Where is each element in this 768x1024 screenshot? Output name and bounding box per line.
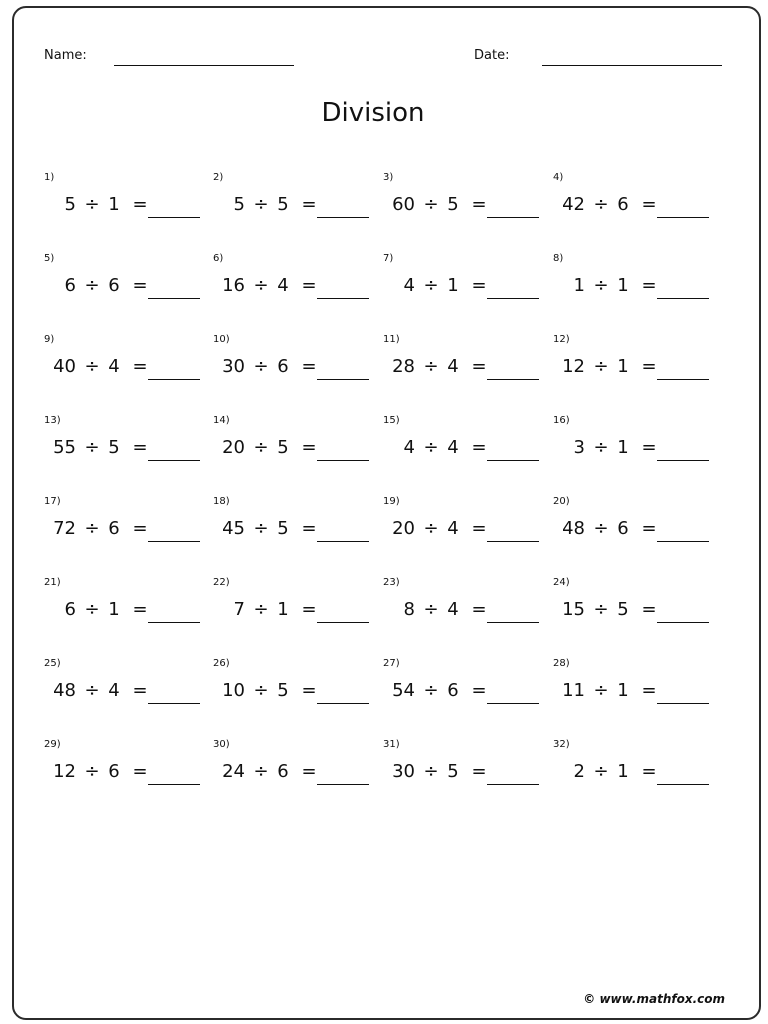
- equals-sign: =: [471, 599, 487, 620]
- dividend: 15: [562, 599, 585, 620]
- dividend: 55: [53, 437, 76, 458]
- dividend: 4: [403, 275, 415, 296]
- problem-number: 23): [383, 577, 400, 588]
- answer-blank[interactable]: [317, 784, 369, 785]
- problem-item: [44, 415, 214, 475]
- problem-number: 10): [213, 334, 230, 345]
- dividend: 28: [392, 356, 415, 377]
- divisor: 4: [277, 275, 289, 296]
- divisor: 5: [617, 599, 629, 620]
- problem-item: [383, 253, 553, 313]
- divisor: 1: [108, 599, 120, 620]
- division-sign: ÷: [84, 680, 100, 701]
- equals-sign: =: [301, 599, 317, 620]
- dividend: 6: [64, 599, 76, 620]
- division-sign: ÷: [253, 518, 269, 539]
- divisor: 5: [277, 518, 289, 539]
- problem-number: 15): [383, 415, 400, 426]
- divisor: 5: [447, 761, 459, 782]
- answer-blank[interactable]: [487, 622, 539, 623]
- divisor: 4: [447, 599, 459, 620]
- division-sign: ÷: [253, 761, 269, 782]
- equals-sign: =: [132, 356, 148, 377]
- divisor: 5: [108, 437, 120, 458]
- equals-sign: =: [641, 194, 657, 215]
- answer-blank[interactable]: [487, 217, 539, 218]
- equals-sign: =: [471, 437, 487, 458]
- problem-item: [383, 739, 553, 799]
- answer-blank[interactable]: [657, 460, 709, 461]
- division-sign: ÷: [593, 599, 609, 620]
- divisor: 4: [447, 437, 459, 458]
- answer-blank[interactable]: [148, 298, 200, 299]
- problem-number: 29): [44, 739, 61, 750]
- page-title: Division: [321, 98, 425, 128]
- division-sign: ÷: [593, 275, 609, 296]
- division-sign: ÷: [84, 761, 100, 782]
- answer-blank[interactable]: [317, 622, 369, 623]
- divisor: 1: [447, 275, 459, 296]
- answer-blank[interactable]: [657, 379, 709, 380]
- equals-sign: =: [132, 194, 148, 215]
- divisor: 6: [108, 518, 120, 539]
- equals-sign: =: [132, 275, 148, 296]
- division-sign: ÷: [423, 194, 439, 215]
- answer-blank[interactable]: [657, 217, 709, 218]
- division-sign: ÷: [423, 761, 439, 782]
- problem-item: [383, 415, 553, 475]
- answer-blank[interactable]: [657, 784, 709, 785]
- problem-number: 20): [553, 496, 570, 507]
- dividend: 4: [403, 437, 415, 458]
- division-sign: ÷: [423, 599, 439, 620]
- equals-sign: =: [301, 761, 317, 782]
- dividend: 5: [64, 194, 76, 215]
- dividend: 3: [573, 437, 585, 458]
- equals-sign: =: [641, 680, 657, 701]
- dividend: 2: [573, 761, 585, 782]
- equals-sign: =: [641, 437, 657, 458]
- dividend: 60: [392, 194, 415, 215]
- divisor: 5: [277, 194, 289, 215]
- division-sign: ÷: [253, 275, 269, 296]
- divisor: 5: [447, 194, 459, 215]
- problem-number: 18): [213, 496, 230, 507]
- problem-number: 5): [44, 253, 55, 264]
- answer-blank[interactable]: [487, 541, 539, 542]
- equals-sign: =: [301, 194, 317, 215]
- problem-number: 9): [44, 334, 55, 345]
- division-sign: ÷: [593, 680, 609, 701]
- problem-item: [383, 577, 553, 637]
- answer-blank[interactable]: [657, 298, 709, 299]
- division-sign: ÷: [423, 275, 439, 296]
- answer-blank[interactable]: [148, 622, 200, 623]
- dividend: 45: [222, 518, 245, 539]
- division-sign: ÷: [84, 437, 100, 458]
- dividend: 40: [53, 356, 76, 377]
- equals-sign: =: [641, 761, 657, 782]
- equals-sign: =: [471, 680, 487, 701]
- equals-sign: =: [471, 518, 487, 539]
- problem-item: [553, 496, 723, 556]
- division-sign: ÷: [84, 356, 100, 377]
- equals-sign: =: [641, 518, 657, 539]
- problem-item: [553, 739, 723, 799]
- problem-item: [213, 658, 383, 718]
- answer-blank[interactable]: [148, 379, 200, 380]
- division-sign: ÷: [253, 680, 269, 701]
- divisor: 1: [617, 761, 629, 782]
- name-label: Name:: [44, 48, 87, 63]
- dividend: 1: [573, 275, 585, 296]
- problem-number: 25): [44, 658, 61, 669]
- problem-item: [383, 658, 553, 718]
- division-sign: ÷: [84, 275, 100, 296]
- problem-item: [213, 415, 383, 475]
- problem-item: [383, 172, 553, 232]
- date-line: [542, 65, 722, 66]
- division-sign: ÷: [253, 194, 269, 215]
- divisor: 5: [277, 437, 289, 458]
- problem-item: [44, 739, 214, 799]
- date-label: Date:: [474, 48, 510, 63]
- divisor: 4: [447, 356, 459, 377]
- equals-sign: =: [132, 680, 148, 701]
- dividend: 12: [562, 356, 585, 377]
- equals-sign: =: [301, 680, 317, 701]
- problem-item: [553, 253, 723, 313]
- division-sign: ÷: [253, 356, 269, 377]
- dividend: 72: [53, 518, 76, 539]
- division-sign: ÷: [593, 437, 609, 458]
- problem-item: [213, 577, 383, 637]
- divisor: 6: [277, 761, 289, 782]
- division-sign: ÷: [423, 356, 439, 377]
- problem-item: [213, 496, 383, 556]
- answer-blank[interactable]: [487, 460, 539, 461]
- dividend: 11: [562, 680, 585, 701]
- dividend: 20: [392, 518, 415, 539]
- problem-item: [553, 415, 723, 475]
- answer-blank[interactable]: [148, 703, 200, 704]
- problem-item: [553, 658, 723, 718]
- problem-item: [553, 172, 723, 232]
- equals-sign: =: [471, 194, 487, 215]
- problem-item: [383, 496, 553, 556]
- dividend: 30: [392, 761, 415, 782]
- answer-blank[interactable]: [657, 703, 709, 704]
- problem-item: [213, 172, 383, 232]
- dividend: 48: [562, 518, 585, 539]
- divisor: 1: [617, 437, 629, 458]
- equals-sign: =: [301, 518, 317, 539]
- divisor: 1: [277, 599, 289, 620]
- division-sign: ÷: [423, 437, 439, 458]
- division-sign: ÷: [593, 518, 609, 539]
- answer-blank[interactable]: [487, 784, 539, 785]
- equals-sign: =: [132, 761, 148, 782]
- division-sign: ÷: [84, 194, 100, 215]
- division-sign: ÷: [423, 518, 439, 539]
- equals-sign: =: [132, 518, 148, 539]
- dividend: 6: [64, 275, 76, 296]
- problem-item: [213, 739, 383, 799]
- dividend: 5: [233, 194, 245, 215]
- dividend: 16: [222, 275, 245, 296]
- answer-blank[interactable]: [487, 703, 539, 704]
- problem-number: 28): [553, 658, 570, 669]
- problem-item: [553, 334, 723, 394]
- answer-blank[interactable]: [487, 379, 539, 380]
- division-sign: ÷: [253, 437, 269, 458]
- answer-blank[interactable]: [317, 460, 369, 461]
- problem-item: [44, 658, 214, 718]
- equals-sign: =: [471, 275, 487, 296]
- problem-number: 6): [213, 253, 224, 264]
- problem-number: 16): [553, 415, 570, 426]
- answer-blank[interactable]: [487, 298, 539, 299]
- worksheet: [12, 6, 761, 1020]
- problem-item: [44, 577, 214, 637]
- answer-blank[interactable]: [317, 541, 369, 542]
- equals-sign: =: [301, 437, 317, 458]
- problem-number: 2): [213, 172, 224, 183]
- dividend: 8: [403, 599, 415, 620]
- equals-sign: =: [132, 437, 148, 458]
- dividend: 42: [562, 194, 585, 215]
- problem-item: [44, 496, 214, 556]
- divisor: 6: [447, 680, 459, 701]
- answer-blank[interactable]: [148, 217, 200, 218]
- answer-blank[interactable]: [148, 784, 200, 785]
- equals-sign: =: [471, 761, 487, 782]
- problem-number: 12): [553, 334, 570, 345]
- problem-number: 4): [553, 172, 564, 183]
- divisor: 1: [617, 356, 629, 377]
- problem-item: [553, 577, 723, 637]
- problem-number: 17): [44, 496, 61, 507]
- problem-item: [44, 253, 214, 313]
- equals-sign: =: [641, 356, 657, 377]
- problem-number: 26): [213, 658, 230, 669]
- answer-blank[interactable]: [317, 298, 369, 299]
- equals-sign: =: [132, 599, 148, 620]
- problem-item: [213, 334, 383, 394]
- answer-blank[interactable]: [317, 379, 369, 380]
- dividend: 30: [222, 356, 245, 377]
- equals-sign: =: [471, 356, 487, 377]
- division-sign: ÷: [593, 356, 609, 377]
- dividend: 24: [222, 761, 245, 782]
- equals-sign: =: [641, 275, 657, 296]
- problem-number: 32): [553, 739, 570, 750]
- problem-item: [213, 253, 383, 313]
- divisor: 4: [447, 518, 459, 539]
- problem-number: 14): [213, 415, 230, 426]
- problem-number: 8): [553, 253, 564, 264]
- equals-sign: =: [301, 275, 317, 296]
- problem-item: [44, 334, 214, 394]
- equals-sign: =: [641, 599, 657, 620]
- problem-number: 1): [44, 172, 55, 183]
- copyright-footer: © www.mathfox.com: [583, 992, 725, 1006]
- answer-blank[interactable]: [148, 541, 200, 542]
- problem-number: 24): [553, 577, 570, 588]
- problem-number: 7): [383, 253, 394, 264]
- dividend: 10: [222, 680, 245, 701]
- divisor: 6: [617, 518, 629, 539]
- dividend: 7: [233, 599, 245, 620]
- problem-number: 21): [44, 577, 61, 588]
- dividend: 48: [53, 680, 76, 701]
- divisor: 6: [277, 356, 289, 377]
- divisor: 6: [108, 275, 120, 296]
- answer-blank[interactable]: [657, 541, 709, 542]
- divisor: 6: [617, 194, 629, 215]
- divisor: 1: [617, 680, 629, 701]
- division-sign: ÷: [84, 599, 100, 620]
- answer-blank[interactable]: [317, 703, 369, 704]
- answer-blank[interactable]: [657, 622, 709, 623]
- divisor: 4: [108, 356, 120, 377]
- division-sign: ÷: [253, 599, 269, 620]
- dividend: 54: [392, 680, 415, 701]
- division-sign: ÷: [593, 761, 609, 782]
- divisor: 6: [108, 761, 120, 782]
- problem-number: 19): [383, 496, 400, 507]
- problem-number: 31): [383, 739, 400, 750]
- divisor: 1: [108, 194, 120, 215]
- problem-number: 27): [383, 658, 400, 669]
- division-sign: ÷: [423, 680, 439, 701]
- problem-number: 13): [44, 415, 61, 426]
- problem-number: 3): [383, 172, 394, 183]
- divisor: 5: [277, 680, 289, 701]
- division-sign: ÷: [593, 194, 609, 215]
- answer-blank[interactable]: [148, 460, 200, 461]
- equals-sign: =: [301, 356, 317, 377]
- answer-blank[interactable]: [317, 217, 369, 218]
- problem-number: 11): [383, 334, 400, 345]
- dividend: 12: [53, 761, 76, 782]
- problem-item: [383, 334, 553, 394]
- name-line: [114, 65, 294, 66]
- problem-item: [44, 172, 214, 232]
- problem-number: 22): [213, 577, 230, 588]
- divisor: 4: [108, 680, 120, 701]
- division-sign: ÷: [84, 518, 100, 539]
- dividend: 20: [222, 437, 245, 458]
- divisor: 1: [617, 275, 629, 296]
- problem-number: 30): [213, 739, 230, 750]
